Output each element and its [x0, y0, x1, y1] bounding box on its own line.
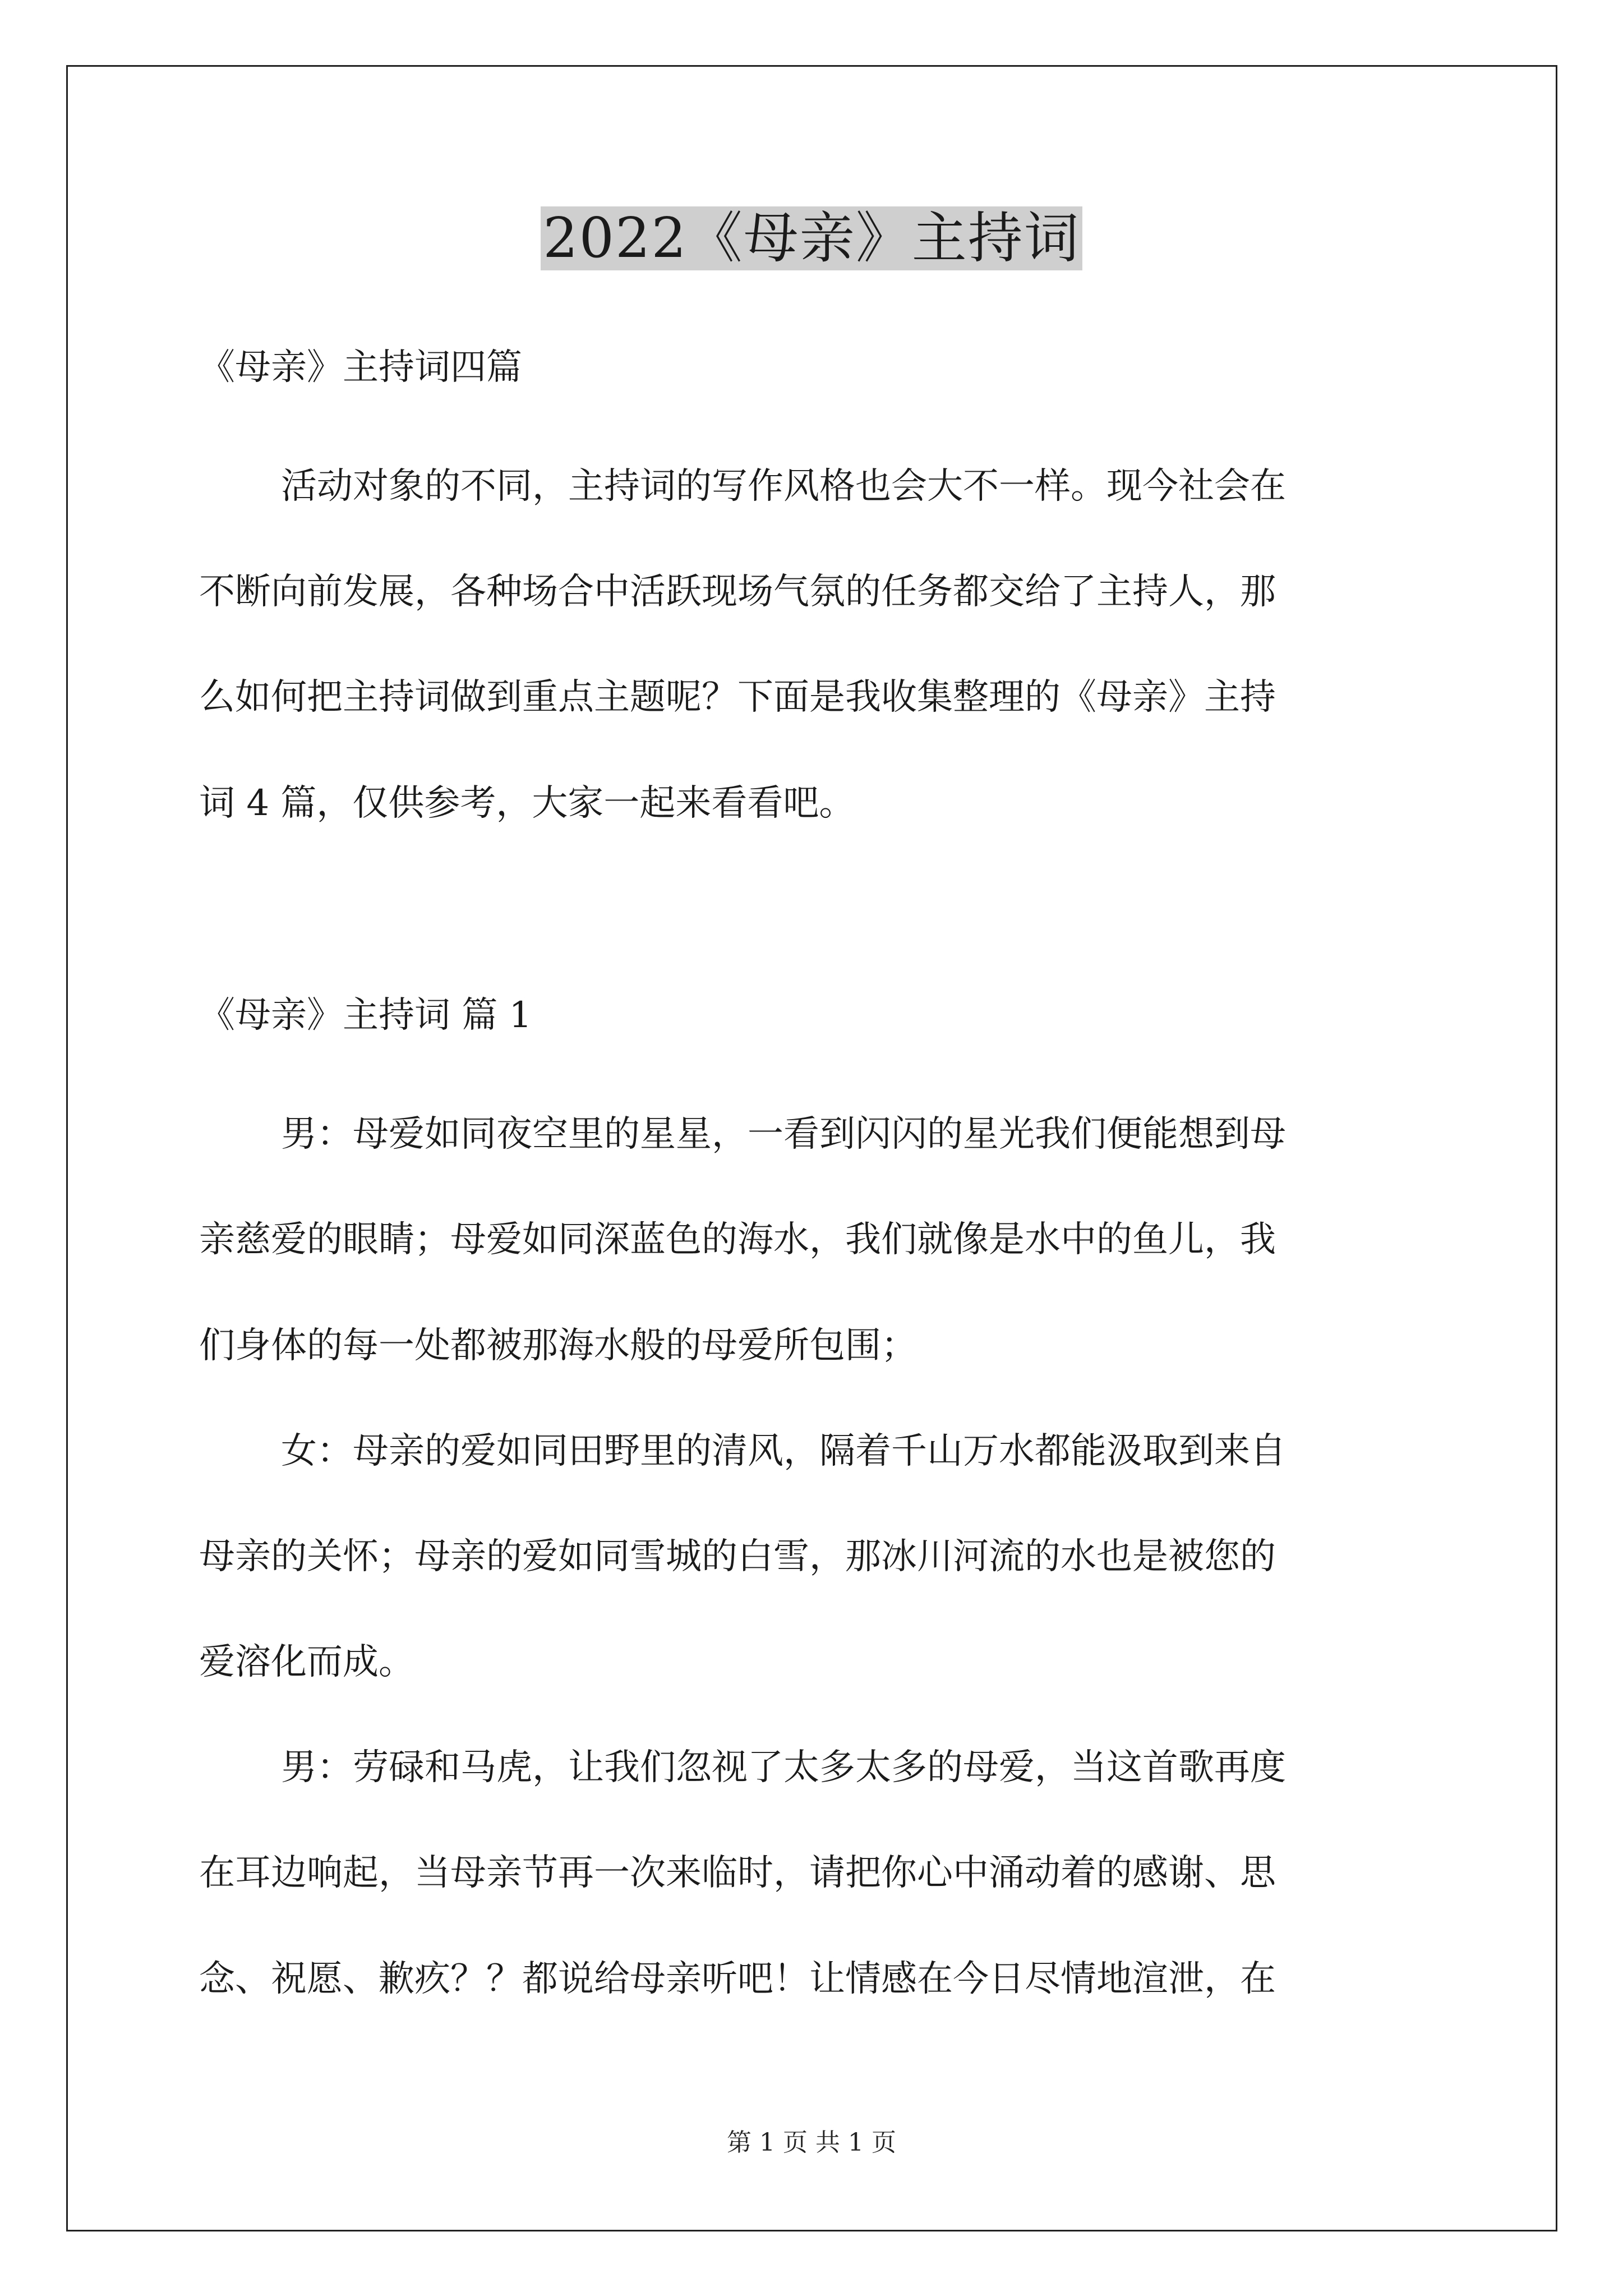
subtitle: 《母亲》主持词四篇 — [199, 347, 522, 388]
paragraph-line: 在耳边响起，当母亲节再一次来临时，请把你心中涌动着的感谢、思 — [199, 1852, 1276, 1894]
paragraph-line: 男：劳碌和马虎，让我们忽视了太多太多的母爱，当这首歌再度 — [281, 1747, 1286, 1788]
paragraph-line: 母亲的关怀；母亲的爱如同雪城的白雪，那冰川河流的水也是被您的 — [199, 1536, 1276, 1577]
document-title — [0, 199, 1623, 278]
intro-line: 活动对象的不同，主持词的写作风格也会大不一样。现今社会在 — [281, 466, 1286, 507]
paragraph-line: 男：母爱如同夜空里的星星，一看到闪闪的星光我们便能想到母 — [281, 1114, 1286, 1155]
page-footer: 第 1 页 共 1 页 — [727, 2128, 896, 2157]
paragraph-line: 女：母亲的爱如同田野里的清风，隔着千山万水都能汲取到来自 — [281, 1430, 1286, 1472]
document-title-text: 2022《母亲》主持词 — [541, 206, 1082, 270]
intro-line: 不断向前发展，各种场合中活跃现场气氛的任务都交给了主持人，那 — [199, 571, 1276, 613]
paragraph-line: 念、祝愿、歉疚？？都说给母亲听吧！让情感在今日尽情地渲泄，在 — [199, 1958, 1276, 2000]
paragraph-line: 亲慈爱的眼睛；母爱如同深蓝色的海水，我们就像是水中的鱼儿，我 — [199, 1219, 1276, 1260]
intro-line: 词 4 篇，仅供参考，大家一起来看看吧。 — [199, 783, 855, 824]
paragraph-line: 们身体的每一处都被那海水般的母爱所包围； — [199, 1325, 917, 1366]
intro-line: 么如何把主持词做到重点主题呢？下面是我收集整理的《母亲》主持 — [199, 677, 1276, 718]
section-heading: 《母亲》主持词 篇 1 — [199, 995, 532, 1036]
paragraph-line: 爱溶化而成。 — [199, 1641, 414, 1683]
